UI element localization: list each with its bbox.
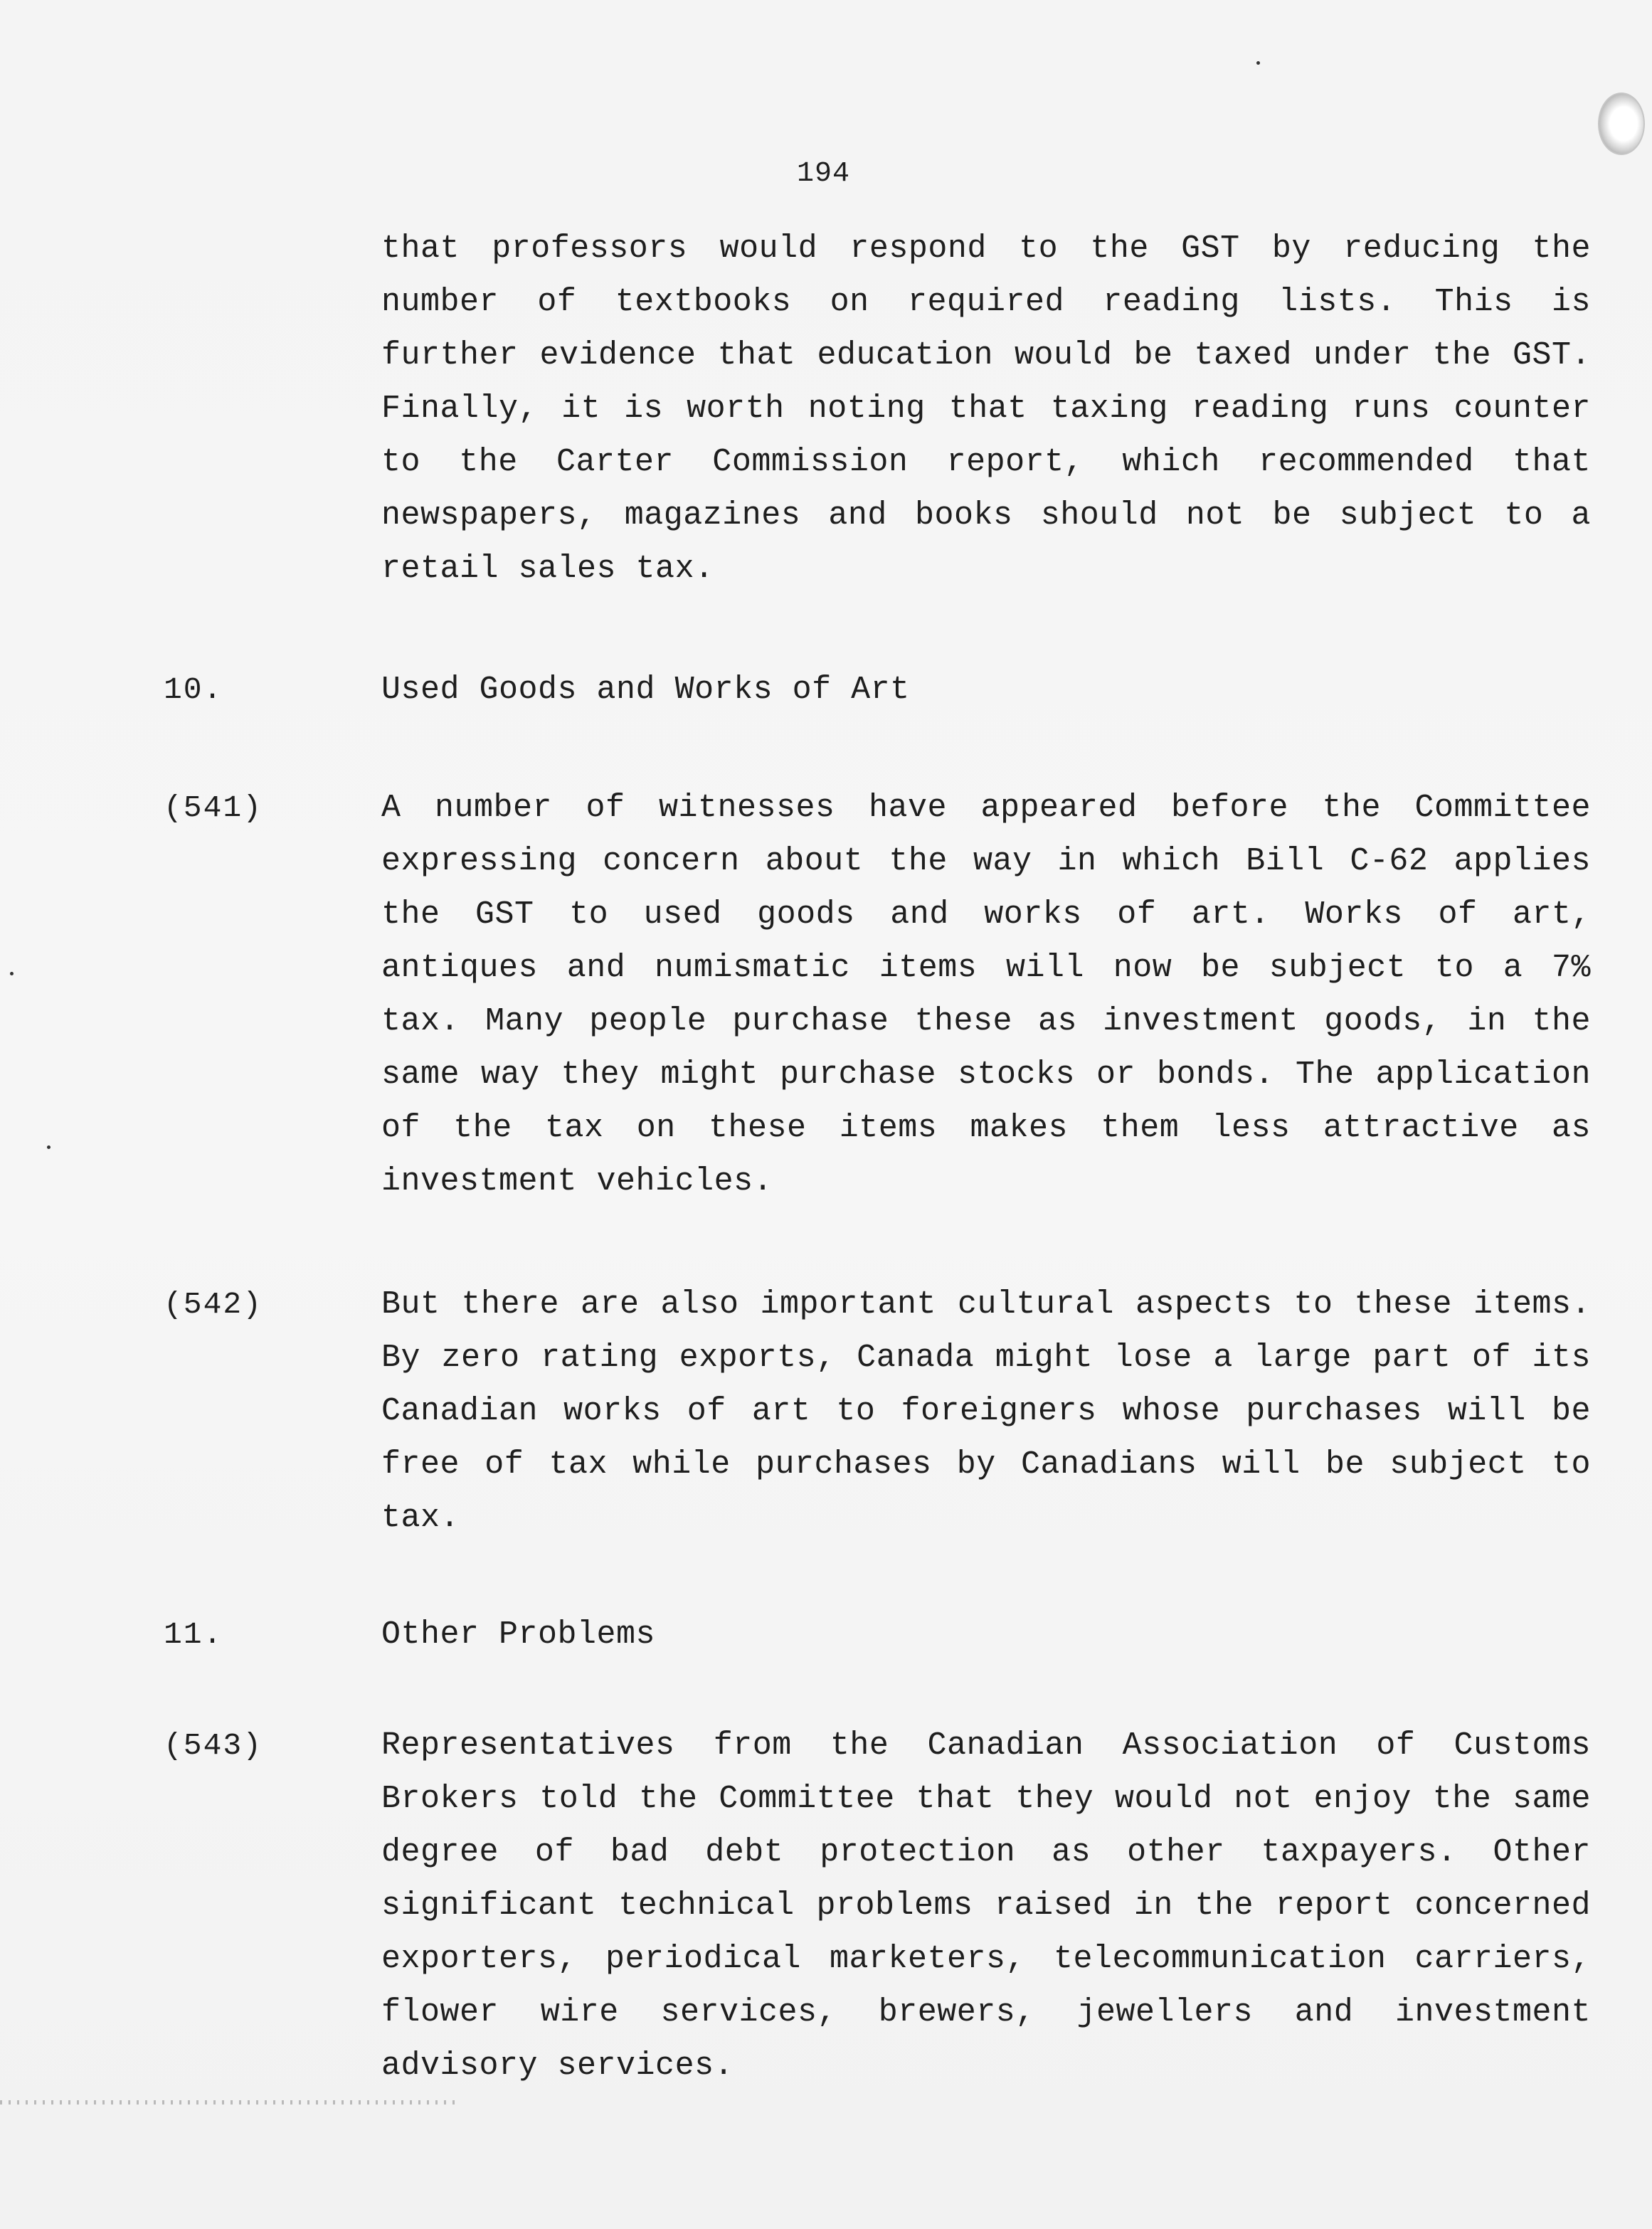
paragraph-number: (542) <box>164 1287 263 1322</box>
paragraph-543 <box>381 1719 1591 2092</box>
paragraph-number: (543) <box>164 1728 263 1763</box>
paragraph-text: that professors would respond to the GST by reducing the number of textbooks on required reading lists. This is further evidence that education would be taxed under the GST. Finally, it is worth noting that taxing reading runs counter to the Carter Commission report, which recommended that newspapers, magazines and books should not be subject to a retail sales tax. <box>381 231 1591 587</box>
scan-dust <box>0 2100 455 2104</box>
section-heading: Used Goods and Works of Art <box>381 672 910 708</box>
binder-hole <box>1598 92 1645 155</box>
paper-speck <box>47 1145 51 1149</box>
paragraph-number: (541) <box>164 790 263 825</box>
paragraph-text: Representatives from the Canadian Association of Customs Brokers told the Committee that they would not enjoy the same degree of bad debt protection as other taxpayers. Other significant technical problems raised in the report concerned exporters, periodical marketers, telecommunication carriers, flower wire services, brewers, jewellers and investment advisory services. <box>381 1727 1591 2084</box>
paragraph-541 <box>381 781 1591 1208</box>
paper-speck <box>1256 61 1260 65</box>
paragraph-text: A number of witnesses have appeared before the Committee expressing concern about the way in which Bill C-62 applies the GST to used goods and works of art. Works of art, antiques and numismatic items will now be subject to a 7% tax. Many people purchase these as investment goods, in the same way they might purchase stocks or bonds. The application of the tax on these items makes them less attractive as investment vehicles. <box>381 790 1591 1200</box>
page-number: 194 <box>797 158 851 190</box>
section-heading: Other Problems <box>381 1616 656 1653</box>
section-number: 11. <box>164 1617 223 1652</box>
paragraph-text: But there are also important cultural aspects to these items. By zero rating exports, Canada might lose a large part of its Canadian works of art to foreigners whose purchases will be free of tax while purchases by Canadians will be subject to tax. <box>381 1286 1591 1536</box>
section-number: 10. <box>164 672 223 707</box>
continuation-paragraph <box>381 222 1591 595</box>
paper-speck <box>10 972 14 975</box>
paragraph-542 <box>381 1278 1591 1545</box>
